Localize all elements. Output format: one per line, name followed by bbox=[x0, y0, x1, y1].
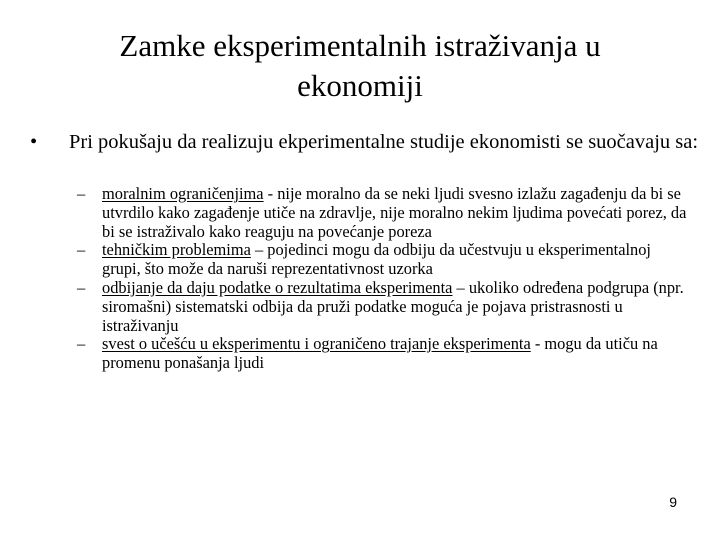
slide-title-line-2: ekonomiji bbox=[297, 68, 423, 103]
main-bullet-text: Pri pokušaju da realizuju ekperimentalne studije ekonomisti se suočavaju sa: bbox=[69, 131, 699, 153]
sub-bullet-text: - nije moralno da se neki ljudi svesno izlažu zagađenju da bi se utvrdilo kako zagađenje utiče na zdravlje, nije moralno nekim ljudima povećati porez, da bi se istraživalo kako reaguju na povećanje poreza bbox=[102, 184, 687, 241]
sub-bullet-term: svest o učešću u eksperimentu i ograničeno trajanje eksperimenta bbox=[102, 334, 531, 354]
sub-bullet-term: odbijanje da daju podatke o rezultatima eksperimenta bbox=[102, 277, 453, 297]
sub-bullet-item bbox=[77, 335, 687, 373]
slide-title-line-1: Zamke eksperimentalnih istraživanja u bbox=[119, 28, 601, 63]
sub-bullet-marker: – bbox=[77, 240, 86, 260]
sub-bullet-item bbox=[77, 241, 687, 279]
sub-bullet-list bbox=[77, 185, 687, 373]
page-number: 9 bbox=[669, 494, 677, 510]
sub-bullet-text: – ukoliko određena podgrupa (npr. siromašni) sistematski odbija da pruži podatke moguća je pojava pristrasnosti u istraživanju bbox=[102, 277, 684, 335]
sub-bullet-term: tehničkim problemima bbox=[102, 240, 251, 260]
sub-bullet-marker: – bbox=[77, 184, 86, 203]
sub-bullet-marker: – bbox=[77, 334, 86, 354]
sub-bullet-term: moralnim ograničenjima bbox=[102, 184, 264, 203]
sub-bullet-text: - mogu da utiču na promenu ponašanja ljudi bbox=[102, 334, 658, 373]
sub-bullet-item bbox=[77, 185, 687, 241]
main-bullet bbox=[30, 130, 699, 154]
bullet-marker: • bbox=[30, 131, 38, 153]
sub-bullet-marker: – bbox=[77, 277, 86, 297]
slide-title bbox=[40, 26, 680, 106]
sub-bullet-text: – pojedinci mogu da odbiju da učestvuju u eksperimentalnoj grupi, što može da naruši reprezentativnost uzorka bbox=[102, 240, 651, 279]
sub-bullet-item bbox=[77, 279, 687, 335]
